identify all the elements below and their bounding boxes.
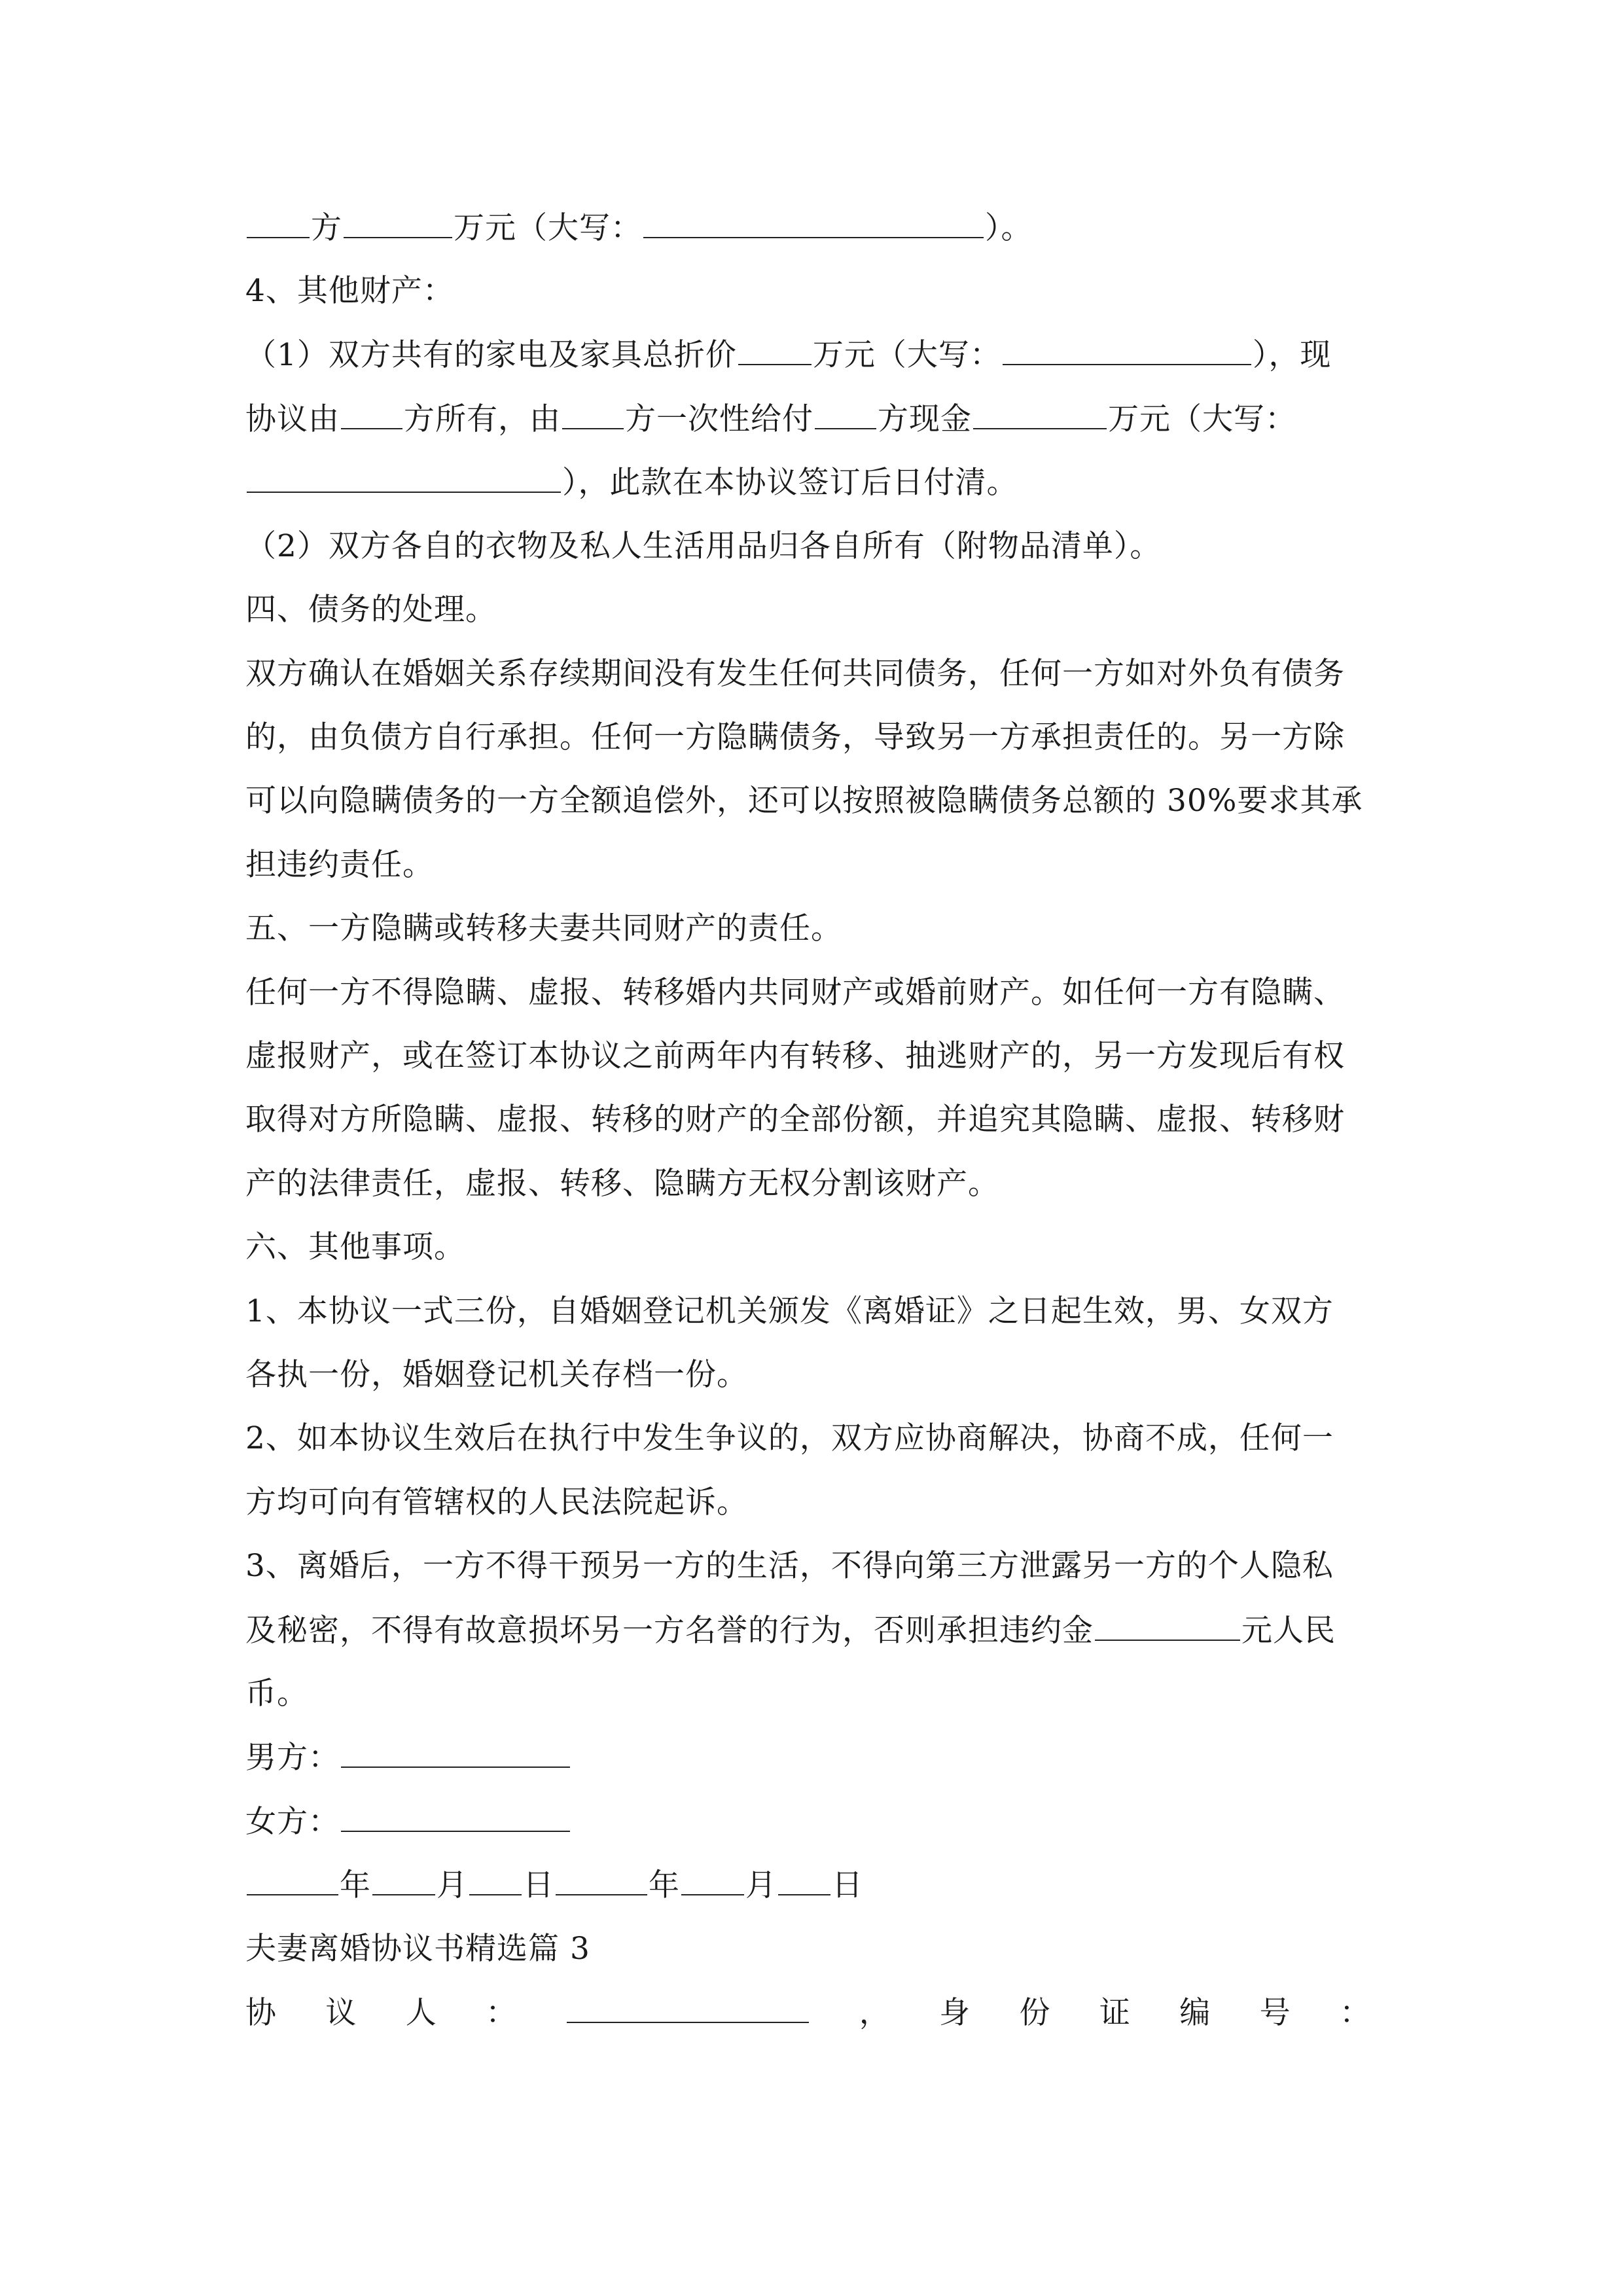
paragraph-line: 可以向隐瞒债务的一方全额追偿外，还可以按照被隐瞒债务总额的 30%要求其承 <box>245 783 1363 819</box>
paragraph-line: 各执一份，婚姻登记机关存档一份。 <box>245 1357 748 1393</box>
text: 方现金 <box>878 401 972 437</box>
paragraph-line: 2、如本协议生效后在执行中发生争议的，双方应协商解决，协商不成，任何一 <box>245 1420 1334 1456</box>
paragraph-line: 方均可向有管辖权的人民法院起诉。 <box>245 1484 748 1520</box>
paragraph-line <box>245 1611 1384 1651</box>
text: ），此款在本协议签订后日付清。 <box>562 465 1018 501</box>
year-field[interactable] <box>247 1865 338 1895</box>
text: 月 <box>437 1867 468 1903</box>
paragraph-line: 1、本协议一式三份，自婚姻登记机关颁发《离婚证》之日起生效，男、女双方 <box>245 1293 1334 1329</box>
text: 年 <box>649 1867 680 1903</box>
text: ： <box>486 1995 518 2031</box>
paragraph-line <box>245 463 1384 503</box>
section-heading-debts: 四、债务的处理。 <box>245 592 497 628</box>
text: ）。 <box>985 210 1033 246</box>
signature-male <box>245 1738 1384 1778</box>
month-field[interactable] <box>372 1865 435 1895</box>
blank-field[interactable] <box>815 399 876 429</box>
blank-field[interactable] <box>344 208 452 238</box>
paragraph-line: 的，由负债方自行承担。任何一方隐瞒债务，导致另一方承担责任的。另一方除 <box>245 719 1345 755</box>
heading-other-property: 4、其他财产： <box>245 273 454 309</box>
text: 议 <box>325 1995 357 2031</box>
paragraph-line: 币。 <box>245 1676 308 1712</box>
blank-field[interactable] <box>1095 1611 1240 1641</box>
text: 及秘密，不得有故意损坏另一方名誉的行为，否则承担违约金 <box>245 1613 1094 1649</box>
text: 人 <box>405 1995 437 2031</box>
line-amount-cont <box>245 208 1384 248</box>
text: 方所有，由 <box>404 401 561 437</box>
section-heading-other-matters: 六、其他事项。 <box>245 1229 465 1265</box>
text: （1）双方共有的家电及家具总折价 <box>245 337 737 373</box>
paragraph-line: 双方确认在婚姻关系存续期间没有发生任何共同债务，任何一方如对外负有债务 <box>245 656 1345 692</box>
text: 日 <box>832 1867 863 1903</box>
blank-field[interactable] <box>738 335 812 365</box>
text: 元人民 <box>1241 1613 1336 1649</box>
text: ， <box>859 1995 891 2031</box>
blank-field[interactable] <box>973 399 1107 429</box>
paragraph-line <box>245 399 1384 439</box>
text: 男方： <box>245 1740 340 1776</box>
male-signature-field[interactable] <box>341 1738 570 1768</box>
paragraph-line: 任何一方不得隐瞒、虚报、转移婚内共同财产或婚前财产。如任何一方有隐瞒、 <box>245 975 1345 1011</box>
text: ），现 <box>1252 337 1332 373</box>
text: 号 <box>1259 1995 1291 2031</box>
paragraph-line <box>245 335 1384 375</box>
text: 协议由 <box>245 401 340 437</box>
text: 日 <box>523 1867 554 1903</box>
paragraph-line: 取得对方所隐瞒、虚报、转移的财产的全部份额，并追究其隐瞒、虚报、转移财 <box>245 1102 1345 1138</box>
text: 协 <box>245 1995 277 2031</box>
female-signature-field[interactable] <box>341 1802 570 1832</box>
paragraph-line: 3、离婚后，一方不得干预另一方的生活，不得向第三方泄露另一方的个人隐私 <box>245 1548 1334 1584</box>
text: 编 <box>1179 1995 1211 2031</box>
blank-field[interactable] <box>562 399 624 429</box>
blank-field[interactable] <box>247 208 310 238</box>
paragraph-line: 产的法律责任，虚报、转移、隐瞒方无权分割该财产。 <box>245 1166 999 1202</box>
text: ： <box>1339 1995 1371 2031</box>
year-field[interactable] <box>556 1865 647 1895</box>
text: 万元（大写： <box>454 210 642 246</box>
text: 女方： <box>245 1804 340 1840</box>
month-field[interactable] <box>681 1865 744 1895</box>
text: 份 <box>1019 1995 1051 2031</box>
blank-field[interactable] <box>341 399 402 429</box>
agreement-party-line <box>245 1993 1371 2033</box>
text: 年 <box>340 1867 371 1903</box>
party-name-field[interactable] <box>567 1993 809 2023</box>
text: 方 <box>311 210 342 246</box>
text: 万元（大写： <box>1108 401 1296 437</box>
day-field[interactable] <box>778 1865 830 1895</box>
text: 方一次性给付 <box>625 401 813 437</box>
blank-field[interactable] <box>643 208 984 238</box>
text: 证 <box>1099 1995 1131 2031</box>
text: 月 <box>745 1867 777 1903</box>
paragraph-line: 担违约责任。 <box>245 847 434 883</box>
blank-field[interactable] <box>247 463 561 493</box>
section-heading-concealment: 五、一方隐瞒或转移夫妻共同财产的责任。 <box>245 910 842 946</box>
blank-field[interactable] <box>1003 335 1251 365</box>
signature-female <box>245 1802 1384 1842</box>
text: 万元（大写： <box>812 337 1001 373</box>
paragraph-line: （2）双方各自的衣物及私人生活用品归各自所有（附物品清单）。 <box>245 528 1162 564</box>
date-line <box>245 1865 1384 1905</box>
section-title-part-3: 夫妻离婚协议书精选篇 3 <box>245 1931 590 1967</box>
paragraph-line: 虚报财产，或在签订本协议之前两年内有转移、抽逃财产的，另一方发现后有权 <box>245 1038 1345 1074</box>
day-field[interactable] <box>469 1865 522 1895</box>
text: 身 <box>939 1995 971 2031</box>
